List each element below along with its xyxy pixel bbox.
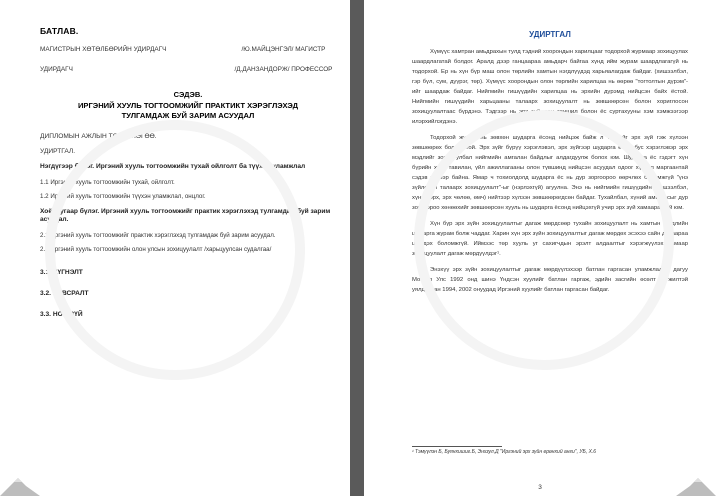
footnote-rule xyxy=(412,446,502,447)
page-right xyxy=(364,0,716,496)
mountain-ornament-left xyxy=(0,468,40,496)
mountain-ornament-right xyxy=(676,468,716,496)
approve-heading: БАТЛАВ. xyxy=(40,26,79,36)
signature-role: УДИРДАГЧ xyxy=(40,66,73,73)
signature-row xyxy=(40,66,336,74)
topic-title: ИРГЭНИЙ ХУУЛЬ ТОГТООМЖИЙГ ПРАКТИКТ ХЭРЭГЛЭХЭД ТУЛГАМДАЖ БУЙ ЗАРИМ АСУУДАЛ xyxy=(77,101,299,120)
paragraph: Хүмүүс хамтран амьдрахын тулд тэдний хоорондын харилцааг тодорхой журмаар зохицуулах шаардлагатай болдог. Аралд дээр ганцаараа амьдарч байгаа хүнд ийм журам шаардлагагүй нь тодорхой. Ер нь хүн бүр маш олон төрлийн хамтын нэгдлүүдэд харьяалагдаж байдаг. (хишээлбэл, гэр бүл, сум, дүүрэг, төр). Хүмүүс хоорондын олон төрлийн харилцаа нь өөрөө "тогтолтын дүрэм"-ийг шаардаж байдаг. Нийгмийн гишүүдийн харилцаа нь эрхийн дүрэмд нийцсэн байх ёстой. Нийгмийн гишүүдийн харьцааны талаарх зохицуулалт нь зөвшөөрсөн болон хориглосон зохицуулалтаас бүрдэнэ. Тэдгээр нь эрх зүй, зан заншил болон ёс суртахууны хэм хэмжээгээр илэрхийлэгдэнэ. xyxy=(412,49,688,125)
chapter-2-item: 2.1 Иргэний хууль тогтоомжийг практик хэрэглэхэд тулгамдаж буй зарим асуудал. xyxy=(40,231,276,239)
page-number: 3 xyxy=(538,484,542,491)
paragraph: Тодорхой журам нь зөвхөн шударга ёсонд нийцэж байж л түүнийг эрх зүй гэж хүлээн зөвшөөрөх боломжтой. Эрх зүйг бүрүү хэрэглэвэл, эрх зүйгээр шударга ёсны бус хэрэглэвэр эрх мэдлийг зохицуулбал нийгмийн амгалан байдлыг алдагдуулж болох юм. Шударга ёс гэдэгт хүн бүрийн хувь тавилан, үйл ажиллагааны олон түвшинд нийцсэн асуудал одоог хүртэл маргаантай сэдэв хэвээр байна. Ямар ч тохиолдолд шударга ёс нь дур зоргоороо өөрчлөх боломжгүй "үнэ зүйлсийн талаарх зохицуулалт"-ыг (нэрлэхгүй) агуулна. Энэ нь нийгмийн гишүүдийн (хишээлбэл, хүний эрх, эрх чөлөө, өмч) нийтээр хүлээн зөвшөөрөгдсөн байдаг. Тухайлбал, хүний амь насыг дур зоргоороо хөнөөхийг зөвшөөрсөн хууль нь шударга ёсонд нийцэхгүй учир эрх зүй хамааралгүй юм. xyxy=(412,134,688,211)
chapter-1-item: 1.2 Иргэний хууль тогтоомжийн түүхэн уламжлал, онцлог. xyxy=(40,192,206,200)
paragraph: Энэхүү эрх зүйн зохицуулалтыг дагаж мөрдүүлэхээр батлан гаргасан уламжлалын дагуу Монгол Улс 1992 онд шинэ Үндсэн хуулийг батлан гаргаж, эдийн засгийн өсөлт хөгжилтэй уялдуулан 1994, 2002 онуудад Иргэний хуулийг батлан гаргасан байдаг. xyxy=(412,266,688,293)
intro-title: УДИРТГАЛ xyxy=(529,30,571,39)
signature-role: МАГИСТРЫН ХӨТӨЛБӨРИЙН УДИРДАГЧ xyxy=(40,46,167,53)
section-appendix: 3.2. ХАВСРАЛТ xyxy=(40,289,89,297)
page-left xyxy=(0,0,350,496)
footnote: ¹ Тэмүүлэн Б, Буянхишиг.Б, Энхзул.Д "Иргэний эрх зүйн ерөнхий анги", УБ, Х.6 xyxy=(412,449,597,455)
signature-name: /Д.ДАНЗАНДОРЖ/ ПРОФЕССОР xyxy=(234,66,333,73)
section-bibliography: 3.3. НОМ ЗҮЙ xyxy=(40,310,83,318)
signature-row xyxy=(40,46,336,54)
chapter-2-heading: Хоёрдугаар бүлэг. Иргэний хууль тогтоомжийг практик хэрэглэхэд тулгамдаж буй зарим асуудал. xyxy=(40,207,331,223)
chapter-1-heading: Нэгдүгээр бүлэг. Иргэний хууль тогтоомжийн тухай ойлголт ба түүхэн уламжлал xyxy=(40,163,306,170)
page-gutter xyxy=(350,0,364,496)
chapter-2-item: 2.2 Иргэний хууль тогтоомжийн олон улсын зохицуулалт /харьцуулсан судалгаа/ xyxy=(40,245,272,253)
topic-block xyxy=(40,90,336,121)
topic-label: СЭДЭВ. xyxy=(173,90,203,99)
plan-heading: ДИПЛОМЫН АЖЛЫН ТӨЛӨВЛӨГӨӨ. xyxy=(40,133,157,140)
chapter-1-item: 1.1 Иргэний хууль тогтоомжийн тухай, ойлголт. xyxy=(40,178,175,186)
paragraph: Хүн бүр эрх зүйн зохицуулалтыг дагаж мөрдсөөр тухайн зохицуулалт нь хамтын нэгдлийн шударга журам болж чаддаг. Харин хүн эрх зүйн зохицуулалтыг дагаж мөрдөх эсэхээ сайн дураараа шийдэх боломжгүй. Иймээс төр хууль уг сахигчдын эрэлт алдаалтыг хэрэгжүүлэх замаар зохицуулалт дагаж мөрдүүлдэг¹. xyxy=(412,220,688,257)
signature-name: /Ю.МАЙЦЭНГЭЛ/ МАГИСТР xyxy=(241,46,326,53)
section-conclusion: 3.1. ДҮГНЭЛТ xyxy=(40,268,83,276)
intro-heading: УДИРТГАЛ. xyxy=(40,148,76,155)
